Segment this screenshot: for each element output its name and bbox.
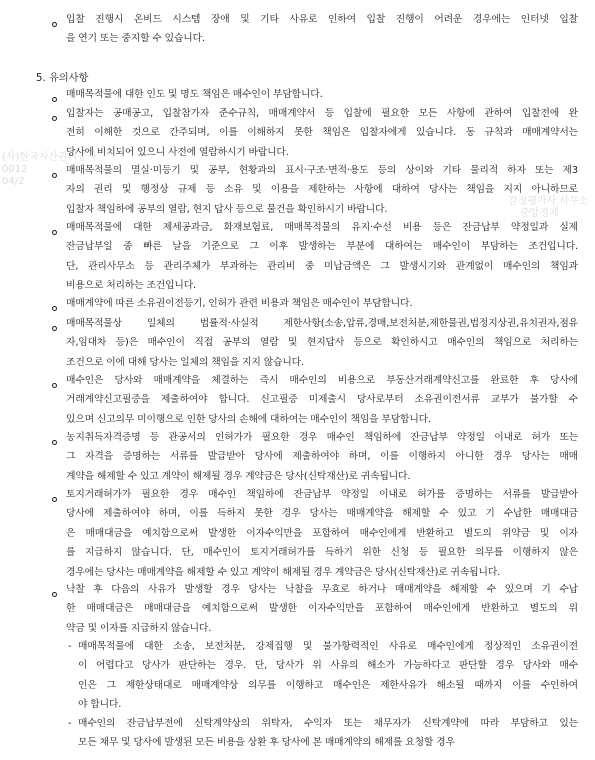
bullet-marker (52, 22, 57, 27)
list-item: 입찰 진행시 온비드 시스템 장애 및 기타 사유로 인하여 입찰 진행이 어려운 경우에는 인터넷 입찰 을 연기 또는 중지할 수 있습니다. (66, 14, 578, 45)
watermark-stamp: 중앙경제 (520, 208, 559, 219)
bullet-marker (52, 497, 57, 502)
section-title: 유의사항 (48, 73, 89, 84)
bullet-marker (52, 97, 57, 102)
bullet-marker (52, 383, 57, 388)
list-item: 매수인은 당사와 매매계약을 체결하는 즉시 매수인의 비용으로 부동산거래계약신고를 완료한 후 당사에 거래계약신고필증을 제출하여야 합니다. 신고필증 미제출시 당사로부터 소유권이전서류 교부가 불가할 수 있으며 신고의무 미이행으로 인한 당사의 손해에 대하여는 매수인이 책임을 부담합니다. (66, 375, 578, 425)
bullet-marker (52, 230, 57, 235)
list-item: 농지취득자격증명 등 관공서의 인허가가 필요한 경우 매수인 책임하에 잔금납부 약정일 이내로 허가 또는 그 자격을 증명하는 서류를 발급받아 당사에 제출하여야 하며, 이를 이행하지 아니한 경우 당사는 매매 계약을 해제할 수 있고 계약이 해제될 경우 계약금은 당사(신탁재산)로 귀속됩니다. (66, 432, 578, 482)
list-item: 매매목적물상 일체의 법률적·사실적 제한사항(소송,압류,경매,보전처분,제한물권,법정지상권,유치권자,점유 자,임대차 등)은 매수인이 직접 공부의 열람 및 현지답사 등으로 확인하시고 매수인의 책임으로 처리하는 조건으로 이에 대해 당사는 일체의 책임을 지지 않습니다. (66, 318, 578, 368)
bullet-marker (52, 306, 57, 311)
section-number: 5. (36, 73, 46, 84)
sub-list-item: 매수인의 잔금납부전에 신탁계약상의 위탁자, 수익자 또는 채무자가 신탁계약에 따라 부담하고 있는 모든 채무 및 당사에 발생된 모든 비용을 상환 후 당사에 본 매매계약의 해제를 요청할 경우 (78, 718, 578, 749)
bullet-marker (52, 440, 57, 445)
watermark-stamp: 04/2 (2, 176, 25, 187)
list-item: 토지거래허가가 필요한 경우 매수인 책임하에 잔금납부 약정일 이내로 허가를 증명하는 서류를 발급받아 당사에 제출하여야 하며, 이를 득하지 못한 경우 당사는 매매계약을 해제할 수 있고 기 수납한 매매대금 은 매매대금을 예치함으로써 발생한 이자수익만을 포함하여 매수인에게 반환하고 별도의 위약금 및 이자 를 지급하지 않습니다. 단, 매수인이 토지거래허가를 득하기 위한 신청 등 필요한 의무를 이행하지 않은 경우에는 당사는 매매계약을 해제할 수 있고 계약이 해제될 경우 계약금은 당사(신탁재산)로 귀속됩니다. (66, 489, 578, 578)
sub-list-item: 매매목적물에 대한 소송, 보전처분, 강제집행 및 불가항력적인 사유로 매수인에게 정상적인 소유권이전 이 어렵다고 당사가 판단하는 경우. 단, 당사가 위 사유의 해소가 가능하다고 판단할 경우 당사와 매수 인은 그 제한상태대로 매매계약상 의무를 이행하고 매수인은 제한사유가 해소될 때까지 이를 수인하여 야 합니다. (78, 641, 578, 711)
watermark-stamp: 감정평가사 사무소 (508, 196, 589, 207)
watermark-stamp: 0012 (2, 164, 28, 175)
list-item: 낙찰 후 다음의 사유가 발생할 경우 당사는 낙찰을 무효로 하거나 매매계약을 해제할 수 있으며 기 수납 한 매매대금은 매매대금을 예치함으로써 발생한 이자수익만을 포함하여 매수인에게 반환하고 별도의 위 약금 및 이자를 지급하지 않습니다. (66, 584, 578, 634)
bullet-marker (52, 592, 57, 597)
bullet-marker (52, 326, 57, 331)
sub-item-dash: - (68, 718, 72, 729)
bullet-marker (52, 116, 57, 121)
bullet-marker (52, 173, 57, 178)
sub-item-dash: - (68, 641, 72, 652)
list-item: 입찰자는 공매공고, 입찰참가자 준수규칙, 매매계약서 등 입찰에 필요한 모든 사항에 관하여 입찰전에 완 전히 이해한 것으로 간주되며, 이를 이해하지 못한 책임은 입찰자에게 있습니다. 동 규칙과 매매계약서는 당사에 비치되어 있으니 사전에 열람하시기 바랍니다. (66, 108, 578, 158)
list-item: 매매목적물에 대한 제세공과금, 화재보험료, 매매목적물의 유지·수선 비용 등은 잔금납부 약정일과 실제 잔금납부일 중 빠른 날을 기준으로 그 이후 발생하는 부분에 대하여는 매수인이 부담하는 조건입니다. 단, 관리사무소 등 관리주체가 부과하는 관리비 중 미납금액은 그 발생시기와 관계없이 매수인의 책임과 비용으로 처리하는 조건입니다. (66, 222, 578, 292)
list-item: 매매목적물의 멸실·미등기 및 공부, 현황과의 표시·구조·면적·용도 등의 상이와 기타 물리적 하자 또는 제3 자의 권리 및 행정상 규제 등 소유 및 이용을 제한하는 사항에 대하여 당사는 책임을 지지 아니하므로 입찰자 책임하에 공부의 열람, 현지 답사 등으로 물건을 확인하시기 바랍니다. (66, 165, 578, 215)
list-item: 매매계약에 따른 소유권이전등기, 인허가 관련 비용과 책임은 매수인이 부담합니다. (66, 298, 413, 309)
list-item: 매매목적물에 대한 인도 및 명도 책임은 매수인이 부담합니다. (66, 89, 323, 100)
watermark-stamp: (사)한국자산관리공사 (2, 152, 97, 163)
